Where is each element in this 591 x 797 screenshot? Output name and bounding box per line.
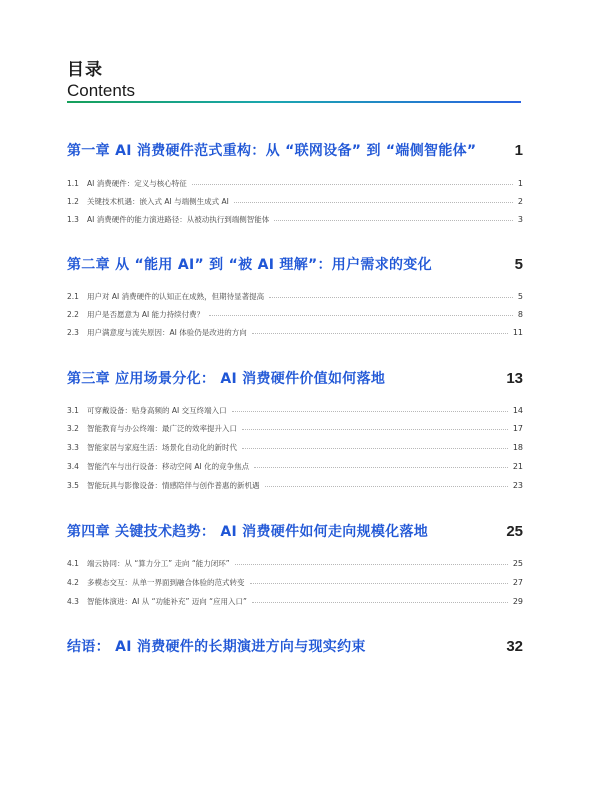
- dot-leader: [232, 411, 508, 412]
- toc-item[interactable]: [67, 177, 523, 189]
- item-number: 3.5: [67, 480, 79, 490]
- chapter-title: 第四章 关键技术趋势： AI 消费硬件如何走向规模化落地: [67, 524, 429, 540]
- toc-title-en: Contents: [67, 81, 136, 100]
- item-title: 智能汽车与出行设备：移动空间 AI 化的竞争焦点: [87, 461, 250, 471]
- chapter-page-number: 1: [514, 142, 523, 159]
- item-number: 1.2: [67, 196, 79, 206]
- item-page-number: 8: [517, 309, 523, 319]
- item-number: 1.1: [67, 178, 79, 188]
- toc-item[interactable]: [67, 213, 523, 225]
- toc-item[interactable]: [67, 576, 523, 588]
- chapter-1-heading[interactable]: [67, 140, 523, 160]
- toc-item[interactable]: [67, 290, 523, 302]
- item-number: 3.1: [67, 405, 79, 415]
- item-page-number: 2: [517, 196, 523, 206]
- item-page-number: 3: [517, 214, 523, 224]
- item-page-number: 5: [517, 291, 523, 301]
- item-number: 2.1: [67, 291, 79, 301]
- toc-item[interactable]: [67, 441, 523, 453]
- item-number: 4.3: [67, 596, 79, 606]
- item-page-number: 1: [517, 178, 523, 188]
- item-number: 3.4: [67, 461, 79, 471]
- item-page-number: 18: [512, 442, 523, 452]
- item-title: 智能体演进：AI 从 “功能补充” 迈向 “应用入口”: [87, 596, 247, 606]
- conclusion-heading[interactable]: [67, 636, 523, 656]
- item-title: 用户是否愿意为 AI 能力持续付费？: [87, 309, 205, 319]
- chapter-page-number: 25: [506, 523, 523, 540]
- toc-header: [67, 60, 135, 101]
- item-number: 4.1: [67, 558, 79, 568]
- item-page-number: 23: [512, 480, 523, 490]
- item-title: 智能家居与家庭生活：场景化自动化的新时代: [87, 442, 237, 452]
- dot-leader: [252, 602, 508, 603]
- toc-item[interactable]: [67, 595, 523, 607]
- item-title: 关键技术机遇：嵌入式 AI 与端侧生成式 AI: [87, 196, 229, 206]
- dot-leader: [252, 333, 508, 334]
- item-number: 4.2: [67, 577, 79, 587]
- chapter-title: 第三章 应用场景分化： AI 消费硬件价值如何落地: [67, 371, 386, 387]
- item-page-number: 11: [512, 327, 523, 337]
- dot-leader: [250, 583, 508, 584]
- dot-leader: [235, 564, 508, 565]
- chapter-page-number: 5: [514, 256, 523, 273]
- chapter-title: 第二章 从 “能用 AI” 到 “被 AI 理解”：用户需求的变化: [67, 257, 432, 273]
- item-page-number: 21: [512, 461, 523, 471]
- item-title: 端云协同：从 “算力分工” 走向 “能力闭环”: [87, 558, 230, 568]
- item-number: 2.3: [67, 327, 79, 337]
- dot-leader: [269, 297, 513, 298]
- chapter-2-heading[interactable]: [67, 254, 523, 274]
- item-number: 3.3: [67, 442, 79, 452]
- item-title: 智能玩具与影像设备：情感陪伴与创作普惠的新机遇: [87, 480, 260, 490]
- toc-item[interactable]: [67, 460, 523, 472]
- dot-leader: [242, 448, 508, 449]
- dot-leader: [234, 202, 513, 203]
- dot-leader: [274, 220, 513, 221]
- item-title: 用户对 AI 消费硬件的认知正在成熟，但期待显著提高: [87, 291, 265, 301]
- item-title: AI 消费硬件的能力演进路径：从被动执行到端侧智能体: [87, 214, 270, 224]
- item-number: 2.2: [67, 309, 79, 319]
- chapter-3-heading[interactable]: [67, 368, 523, 388]
- dot-leader: [209, 315, 513, 316]
- toc-item[interactable]: [67, 404, 523, 416]
- item-page-number: 17: [512, 423, 523, 433]
- chapter-page-number: 13: [506, 370, 523, 387]
- item-page-number: 27: [512, 577, 523, 587]
- dot-leader: [265, 486, 508, 487]
- toc-item[interactable]: [67, 308, 523, 320]
- dot-leader: [242, 429, 508, 430]
- item-number: 1.3: [67, 214, 79, 224]
- item-title: 用户满意度与流失原因：AI 体验仍是改进的方向: [87, 327, 247, 337]
- toc-title-cn: 目录: [67, 60, 103, 80]
- item-title: 可穿戴设备：贴身高频的 AI 交互终端入口: [87, 405, 227, 415]
- item-title: AI 消费硬件：定义与核心特征: [87, 178, 187, 188]
- item-title: 多模态交互：从单一界面到融合体验的范式转变: [87, 577, 245, 587]
- item-page-number: 14: [512, 405, 523, 415]
- toc-item[interactable]: [67, 195, 523, 207]
- chapter-title: 第一章 AI 消费硬件范式重构：从 “联网设备” 到 “端侧智能体”: [67, 143, 477, 159]
- item-page-number: 25: [512, 558, 523, 568]
- toc-item[interactable]: [67, 326, 523, 338]
- dot-leader: [254, 467, 508, 468]
- header-divider: [67, 101, 521, 103]
- chapter-page-number: 32: [506, 638, 523, 655]
- dot-leader: [192, 184, 513, 185]
- item-number: 3.2: [67, 423, 79, 433]
- item-page-number: 29: [512, 596, 523, 606]
- item-title: 智能教育与办公终端：最广泛的效率提升入口: [87, 423, 237, 433]
- toc-item[interactable]: [67, 479, 523, 491]
- chapter-title: 结语： AI 消费硬件的长期演进方向与现实约束: [67, 639, 366, 655]
- toc-item[interactable]: [67, 422, 523, 434]
- toc-item[interactable]: [67, 557, 523, 569]
- chapter-4-heading[interactable]: [67, 521, 523, 541]
